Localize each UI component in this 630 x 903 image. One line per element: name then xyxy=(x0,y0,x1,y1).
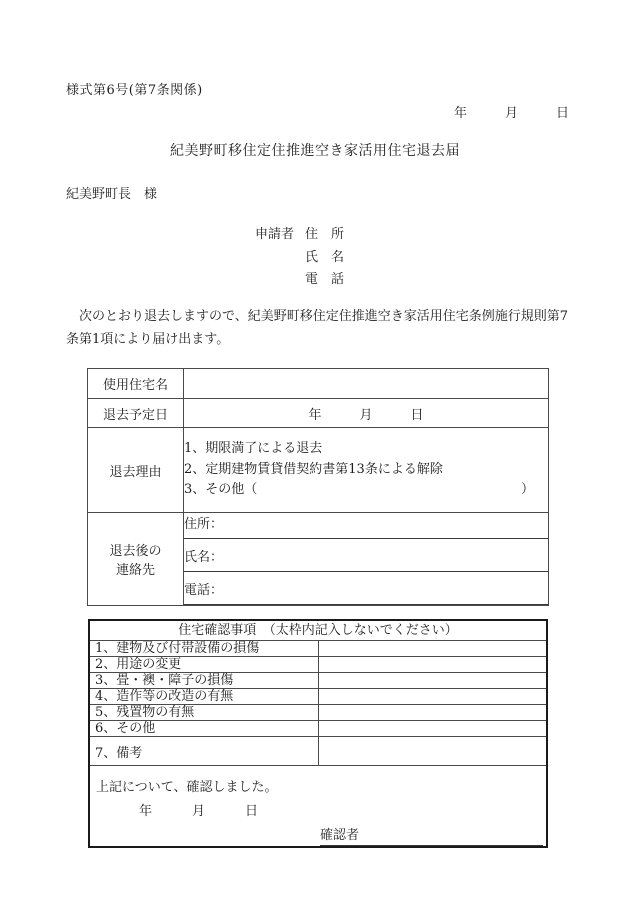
table-row xyxy=(88,513,549,606)
date-month-label: 月 xyxy=(504,106,518,121)
check-item-3-value-cell xyxy=(318,673,547,689)
check-item-7-label: 7、備考 xyxy=(89,737,318,766)
applicant-name-row xyxy=(255,247,344,270)
reason-option-1: 1、期限満了による退去 xyxy=(184,441,323,457)
reason-option-2: 2、定期建物賃貸借契約書第13条による解除 xyxy=(184,461,443,477)
confirmation-header: 住宅確認事項 （太枠内記入しないでください） xyxy=(89,620,547,641)
housing-name-label: 使用住宅名 xyxy=(88,369,184,399)
departure-year-label: 年 xyxy=(308,407,322,423)
check-item-7-value-cell xyxy=(318,737,547,766)
applicant-name-label: 氏 名 xyxy=(305,249,345,265)
contact-label-line-1: 退去後の xyxy=(109,544,162,559)
table-row xyxy=(89,705,547,721)
declaration-line-2: 条第1項により届け出ます。 xyxy=(66,331,230,347)
table-row xyxy=(89,689,547,705)
confirmer-signature-field xyxy=(320,824,543,846)
check-item-3-label: 3、畳・襖・障子の損傷 xyxy=(89,673,318,689)
check-item-4-label: 4、造作等の改造の有無 xyxy=(89,689,318,705)
check-item-5-value-cell xyxy=(318,705,547,721)
check-item-4-value-cell xyxy=(318,689,547,705)
date-day-label: 日 xyxy=(555,106,569,121)
confirmation-footer-cell xyxy=(89,766,547,848)
post-departure-contact-label xyxy=(88,513,184,606)
departure-reason-cell xyxy=(184,428,549,513)
housing-name-value-cell xyxy=(184,369,549,399)
departure-date-label: 退去予定日 xyxy=(88,399,184,428)
check-item-2-value-cell xyxy=(318,657,547,673)
departure-reason-label: 退去理由 xyxy=(88,428,184,513)
applicant-block xyxy=(255,224,344,292)
confirmation-statement: 上記について、確認しました。 xyxy=(96,780,278,795)
check-item-5-label: 5、残置物の有無 xyxy=(89,705,318,721)
contact-phone-field xyxy=(184,579,548,605)
check-item-1-label: 1、建物及び付帯設備の損傷 xyxy=(89,641,318,657)
reason-option-3-close: ） xyxy=(520,482,534,498)
check-item-1-value-cell xyxy=(318,641,547,657)
date-year-label: 年 xyxy=(453,106,467,121)
confirmer-label: 確認者 xyxy=(320,828,360,843)
departure-month-label: 月 xyxy=(359,407,373,423)
departure-date-value-cell xyxy=(184,399,549,428)
confirmation-year-label: 年 xyxy=(139,804,153,819)
confirmation-header-row xyxy=(89,620,547,641)
post-departure-contact-cell xyxy=(184,513,549,606)
table-row xyxy=(88,369,549,399)
applicant-address-label: 住 所 xyxy=(305,227,345,242)
housing-confirmation-table xyxy=(88,619,548,848)
page-title: 紀美野町移住定住推進空き家活用住宅退去届 xyxy=(170,143,460,159)
check-item-6-value-cell xyxy=(318,721,547,737)
table-row xyxy=(89,721,547,737)
contact-address-field xyxy=(184,513,548,539)
contact-phone-label: 電話： xyxy=(184,583,224,598)
addressee: 紀美野町長 様 xyxy=(66,187,158,202)
contact-address-label: 住所： xyxy=(184,517,224,532)
contact-name-label: 氏名： xyxy=(184,550,224,565)
table-row xyxy=(88,399,549,428)
confirmation-date-line xyxy=(139,800,546,819)
applicant-label: 申請者 xyxy=(255,227,295,242)
table-row xyxy=(88,428,549,513)
declaration-paragraph xyxy=(66,306,576,351)
confirmation-month-label: 月 xyxy=(192,804,206,819)
reason-option-3 xyxy=(184,480,548,501)
table-row xyxy=(89,673,547,689)
departure-details-table xyxy=(87,368,549,606)
contact-label-line-2: 連絡先 xyxy=(115,563,155,578)
table-row xyxy=(89,737,547,766)
check-item-2-label: 2、用途の変更 xyxy=(89,657,318,673)
applicant-phone-row xyxy=(255,269,344,292)
table-row xyxy=(89,641,547,657)
declaration-line-1: 次のとおり退去しますので、紀美野町移住定住推進空き家活用住宅条例施行規則第7 xyxy=(66,309,569,324)
applicant-address-row xyxy=(255,224,344,247)
departure-day-label: 日 xyxy=(410,407,424,423)
reason-option-3-open: 3、その他（ xyxy=(184,482,258,498)
applicant-phone-label: 電 話 xyxy=(305,272,345,287)
table-row xyxy=(89,657,547,673)
confirmation-footer-row xyxy=(89,766,547,848)
confirmation-day-label: 日 xyxy=(245,804,259,819)
check-item-6-label: 6、その他 xyxy=(89,721,318,737)
date-line xyxy=(454,102,569,121)
form-number: 様式第6号(第7条関係) xyxy=(66,83,203,98)
contact-name-field xyxy=(184,546,548,572)
